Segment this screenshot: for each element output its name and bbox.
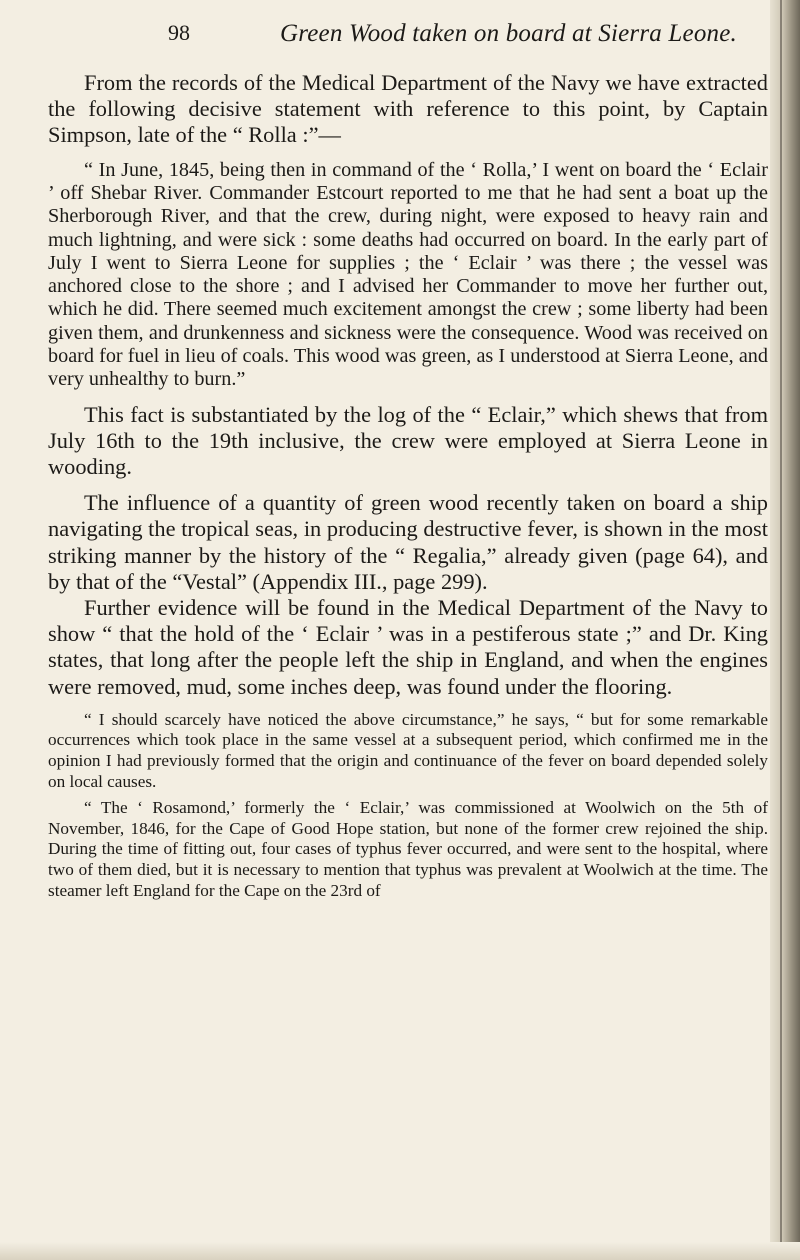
- paragraph-eclair-log: This fact is substantiated by the log of the “ Eclair,” which shews that from July 16th to the 19th inclusive, the crew were employed at Sierra Leone in wooding.: [48, 401, 768, 479]
- binding-line: [780, 0, 782, 1260]
- paragraph-intro: From the records of the Medical Department of the Navy we have extracted the following decisive statement with reference to this point, by Captain Simpson, late of the “ Rolla :”—: [48, 70, 768, 148]
- page-edge-shadow: [770, 0, 800, 1260]
- page-header: [168, 14, 768, 54]
- paragraph-further-evidence: Further evidence will be found in the Medical Department of the Navy to show “ that the hold of the ‘ Eclair ’ was in a pestiferous state ;” and Dr. King states, that long after the people left the ship in England, and when the engines were removed, mud, some inches deep, was found under the flooring.: [48, 595, 768, 699]
- page-bottom-edge: [0, 1242, 800, 1260]
- body-text: [48, 70, 768, 901]
- paragraph-king-quote: “ I should scarcely have noticed the above circumstance,” he says, “ but for some remarkable occurrences which took place in the same vessel at a subsequent period, which confirmed me in the opinion I had previously formed that the origin and continuance of the fever on board depended solely on local causes.: [48, 709, 768, 791]
- running-title: Green Wood taken on board at Sierra Leone.: [280, 20, 737, 47]
- paragraph-rosamond: “ The ‘ Rosamond,’ formerly the ‘ Eclair,’ was commissioned at Woolwich on the 5th of November, 1846, for the Cape of Good Hope station, but none of the former crew rejoined the ship. During the time of fitting out, four cases of typhus fever occurred, and were sent to the hospital, where two of them died, but it is necessary to mention that typhus was prevalent at Woolwich at the time. The steamer left England for the Cape on the 23rd of: [48, 798, 768, 900]
- paragraph-green-wood-influence: The influence of a quantity of green wood recently taken on board a ship navigating the tropical seas, in producing destructive fever, is shown in the most striking manner by the history of the “ Regalia,” already given (page 64), and by that of the “Vestal” (Appendix III., page 299).: [48, 490, 768, 594]
- paragraph-simpson-quote: “ In June, 1845, being then in command of the ‘ Rolla,’ I went on board the ‘ Eclair ’ off Shebar River. Commander Estcourt reported to me that he had sent a boat up the Sherborough River, and that the crew, during night, were exposed to heavy rain and much lightning, and were sick : some deaths had occurred on board. In the early part of July I went to Sierra Leone for supplies ; the ‘ Eclair ’ was there ; the vessel was anchored close to the shore ; and I advised her Commander to move her further out, which he did. There seemed much excitement amongst the crew ; some liberty had been given them, and drunkenness and sickness were the consequence. Wood was received on board for fuel in lieu of coals. This wood was green, as I understood at Sierra Leone, and very unhealthy to burn.”: [48, 158, 768, 391]
- page-number: 98: [168, 20, 190, 45]
